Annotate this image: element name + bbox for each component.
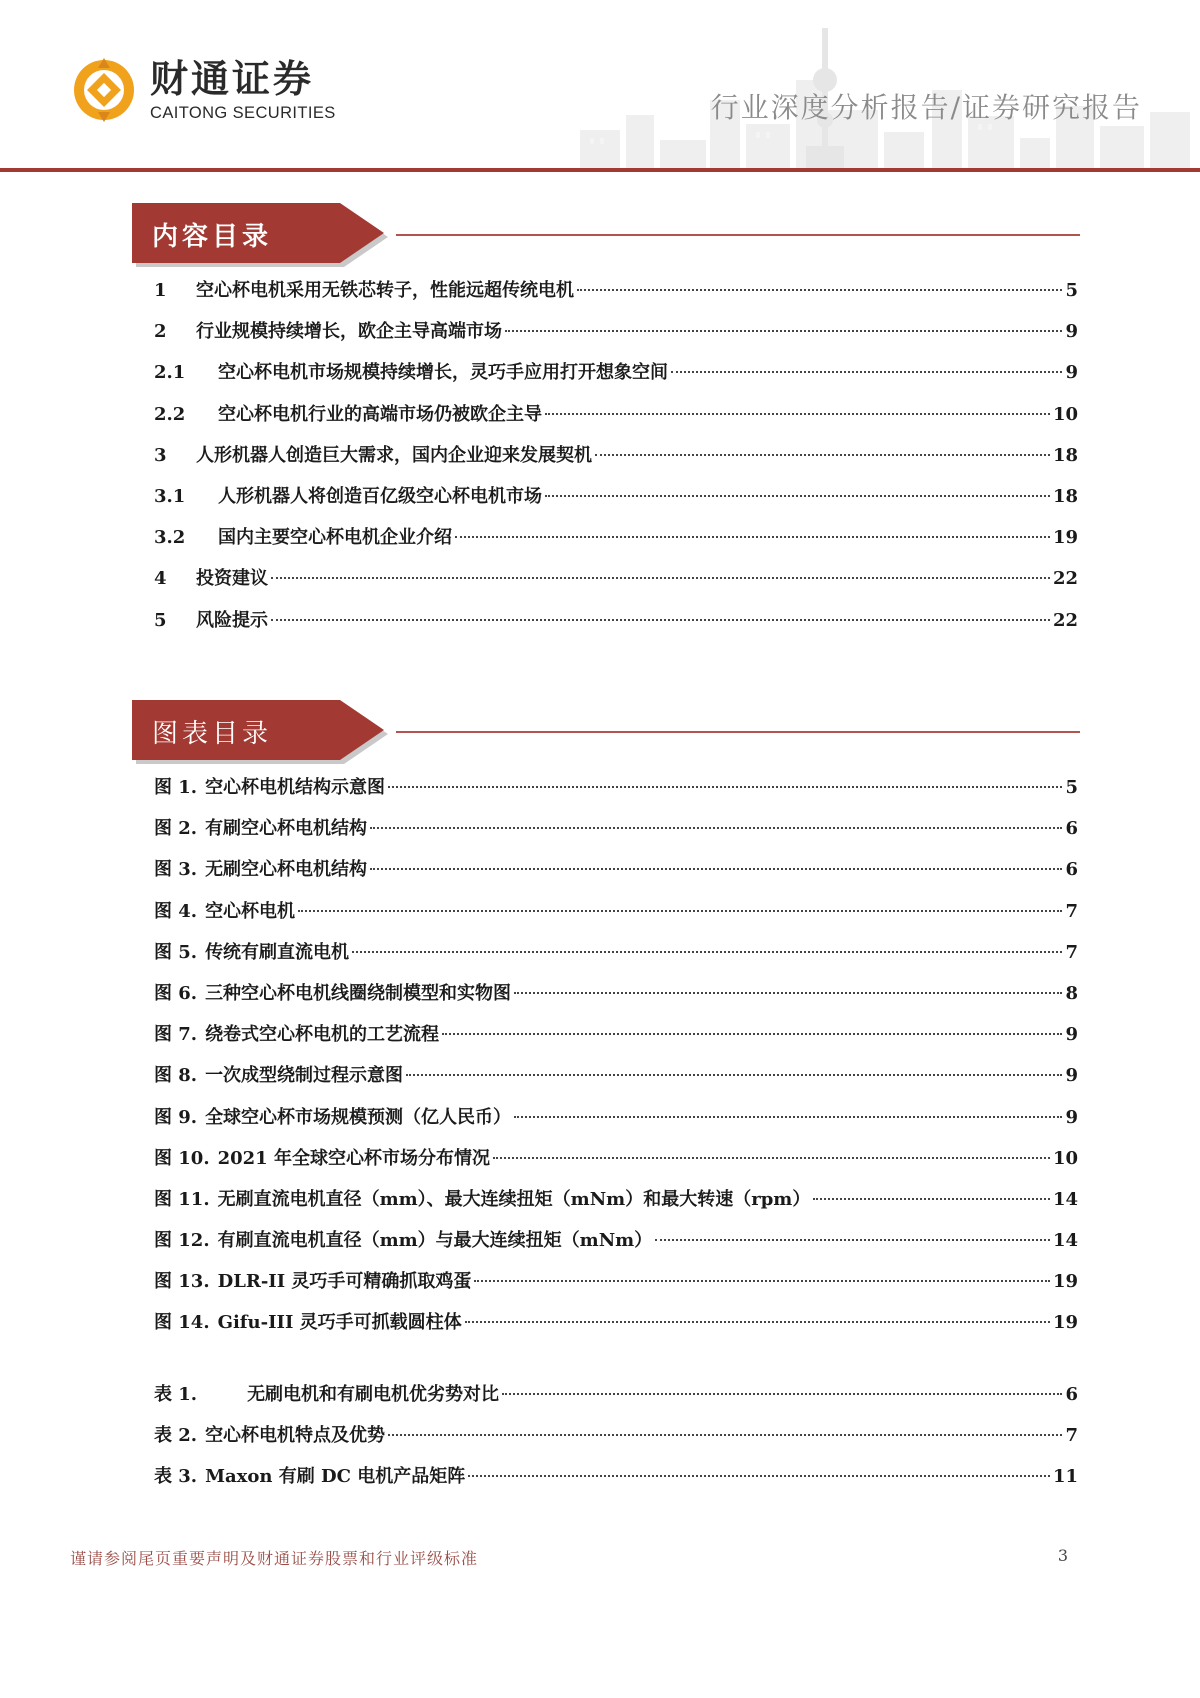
figure-entry[interactable] — [154, 1308, 1078, 1349]
figure-text: 无刷空心杯电机结构 — [205, 859, 368, 881]
figure-number: 图 5. — [154, 941, 198, 963]
table-page: 7 — [1065, 1425, 1078, 1447]
toc-number: 2.1 — [154, 362, 186, 384]
figure-page: 6 — [1065, 859, 1078, 881]
figure-number: 图 1. — [154, 777, 198, 798]
figure-text: 无刷直流电机直径（mm）、最大连续扭矩（mNm）和最大转速（rpm） — [217, 1188, 811, 1210]
figure-text: 一次成型绕制过程示意图 — [205, 1065, 404, 1087]
dot-leader — [271, 619, 1050, 621]
figure-entry[interactable] — [154, 1144, 1078, 1185]
figure-text: DLR-II 灵巧手可精确抓取鸡蛋 — [217, 1271, 472, 1293]
dot-leader — [514, 992, 1062, 994]
report-type: 行业深度分析报告/证券研究报告 — [710, 91, 1142, 124]
figure-page: 14 — [1052, 1230, 1078, 1252]
toc-text: 人形机器人创造巨大需求，国内企业迎来发展契机 — [196, 444, 592, 466]
figure-number: 图 6. — [154, 982, 198, 1004]
table-page: 11 — [1052, 1466, 1078, 1488]
toc-number: 3.2 — [154, 527, 186, 549]
disclaimer-note: 谨请参阅尾页重要声明及财通证券股票和行业评级标准 — [70, 1549, 479, 1568]
figure-text: 传统有刷直流电机 — [205, 941, 350, 963]
figure-page: 7 — [1065, 941, 1078, 963]
toc-entry[interactable] — [154, 482, 1078, 523]
toc-text: 投资建议 — [196, 568, 268, 590]
figure-text: 有刷空心杯电机结构 — [205, 818, 368, 840]
table-number: 表 1. — [154, 1384, 198, 1405]
dot-leader — [352, 951, 1062, 953]
contents-list — [154, 276, 1078, 647]
logo-chinese-name: 财通证券 — [150, 57, 315, 101]
dot-leader — [298, 910, 1062, 912]
toc-number: 2 — [154, 321, 167, 343]
toc-page: 18 — [1052, 485, 1078, 507]
toc-entry[interactable] — [154, 400, 1078, 441]
figure-entry[interactable] — [154, 1267, 1078, 1308]
dot-leader — [388, 786, 1062, 788]
figure-text: Gifu-III 灵巧手可抓载圆柱体 — [217, 1312, 462, 1334]
table-number: 表 2. — [154, 1425, 198, 1447]
figure-entry[interactable] — [154, 938, 1078, 979]
toc-page: 19 — [1052, 527, 1078, 549]
toc-page: 18 — [1052, 444, 1078, 466]
company-logo — [70, 56, 336, 124]
header-divider — [0, 168, 1200, 172]
figure-entry[interactable] — [154, 1103, 1078, 1144]
toc-number: 1 — [154, 280, 167, 301]
dot-leader — [514, 1116, 1062, 1118]
toc-entry[interactable] — [154, 358, 1078, 399]
figure-number: 图 13. — [154, 1271, 210, 1293]
dot-leader — [465, 1321, 1050, 1323]
dot-leader — [502, 1393, 1062, 1395]
figure-number: 图 14. — [154, 1312, 210, 1334]
dot-leader — [406, 1074, 1062, 1076]
dot-leader — [577, 289, 1062, 291]
toc-page: 9 — [1065, 321, 1078, 343]
dot-leader — [455, 536, 1050, 538]
toc-number: 5 — [154, 609, 167, 631]
dot-leader — [545, 495, 1050, 497]
toc-text: 空心杯电机行业的高端市场仍被欧企主导 — [218, 403, 542, 425]
figure-entry[interactable] — [154, 855, 1078, 896]
figure-page: 8 — [1065, 982, 1078, 1004]
figures-list — [154, 773, 1078, 1350]
table-entry[interactable] — [154, 1380, 1078, 1421]
toc-text: 空心杯电机市场规模持续增长，灵巧手应用打开想象空间 — [218, 362, 668, 384]
toc-entry[interactable] — [154, 564, 1078, 605]
toc-number: 3.1 — [154, 485, 186, 507]
dot-leader — [493, 1157, 1050, 1159]
toc-text: 人形机器人将创造百亿级空心杯电机市场 — [218, 485, 542, 507]
figure-text: 有刷直流电机直径（mm）与最大连续扭矩（mNm） — [217, 1230, 653, 1252]
dot-leader — [370, 868, 1062, 870]
dot-leader — [388, 1434, 1062, 1436]
table-text: 无刷电机和有刷电机优劣势对比 — [247, 1384, 500, 1405]
figure-page: 7 — [1065, 900, 1078, 922]
figures-banner — [132, 700, 1092, 766]
table-number: 表 3. — [154, 1466, 198, 1488]
figure-number: 图 11. — [154, 1188, 210, 1210]
figure-page: 9 — [1065, 1024, 1078, 1046]
dot-leader — [655, 1239, 1050, 1241]
toc-number: 4 — [154, 568, 167, 590]
figure-number: 图 3. — [154, 859, 198, 881]
figures-title: 图表目录 — [152, 719, 273, 749]
table-text: 空心杯电机特点及优势 — [205, 1425, 386, 1447]
banner-rule — [396, 731, 1080, 733]
figure-text: 2021 年全球空心杯市场分布情况 — [217, 1147, 490, 1169]
dot-leader — [545, 413, 1050, 415]
figure-number: 图 10. — [154, 1147, 210, 1169]
figure-text: 绕卷式空心杯电机的工艺流程 — [205, 1024, 440, 1046]
figure-page: 5 — [1065, 777, 1078, 798]
figure-entry[interactable] — [154, 773, 1078, 814]
banner-rule — [396, 234, 1080, 236]
figure-entry[interactable] — [154, 1226, 1078, 1267]
figure-page: 19 — [1052, 1271, 1078, 1293]
dot-leader — [671, 371, 1062, 373]
toc-page: 10 — [1052, 403, 1078, 425]
toc-number: 3 — [154, 444, 167, 466]
logo-english-name: CAITONG SECURITIES — [150, 104, 336, 122]
figure-page: 10 — [1052, 1147, 1078, 1169]
figure-page: 19 — [1052, 1312, 1078, 1334]
figure-entry[interactable] — [154, 1061, 1078, 1102]
toc-text: 空心杯电机采用无铁芯转子，性能远超传统电机 — [196, 280, 574, 301]
tables-list — [154, 1380, 1078, 1504]
figure-text: 空心杯电机结构示意图 — [205, 777, 386, 798]
dot-leader — [474, 1280, 1050, 1282]
dot-leader — [468, 1475, 1050, 1477]
page-number: 3 — [1057, 1546, 1068, 1565]
figure-page: 9 — [1065, 1065, 1078, 1087]
figure-text: 三种空心杯电机线圈绕制模型和实物图 — [205, 982, 512, 1004]
dot-leader — [813, 1198, 1050, 1200]
figure-page: 6 — [1065, 818, 1078, 840]
figure-number: 图 4. — [154, 900, 198, 922]
contents-title: 内容目录 — [152, 222, 273, 252]
toc-entry[interactable] — [154, 441, 1078, 482]
table-page: 6 — [1065, 1384, 1078, 1405]
figure-page: 14 — [1052, 1188, 1078, 1210]
caitong-logo-icon — [70, 56, 138, 124]
figure-entry[interactable] — [154, 1185, 1078, 1226]
toc-entry[interactable] — [154, 276, 1078, 317]
toc-page: 5 — [1065, 280, 1078, 301]
toc-text: 风险提示 — [196, 609, 268, 631]
contents-banner — [132, 203, 1092, 269]
dot-leader — [370, 827, 1062, 829]
dot-leader — [271, 577, 1050, 579]
toc-entry[interactable] — [154, 523, 1078, 564]
table-entry[interactable] — [154, 1462, 1078, 1503]
toc-text: 行业规模持续增长，欧企主导高端市场 — [196, 321, 502, 343]
dot-leader — [595, 454, 1050, 456]
figure-entry[interactable] — [154, 979, 1078, 1020]
table-entry[interactable] — [154, 1421, 1078, 1462]
figure-entry[interactable] — [154, 1020, 1078, 1061]
dot-leader — [505, 330, 1062, 332]
toc-page: 9 — [1065, 362, 1078, 384]
figure-entry[interactable] — [154, 897, 1078, 938]
page-header — [0, 0, 1200, 172]
figure-number: 图 8. — [154, 1065, 198, 1087]
figure-page: 9 — [1065, 1106, 1078, 1128]
figure-text: 全球空心杯市场规模预测（亿人民币） — [205, 1106, 512, 1128]
figure-number: 图 12. — [154, 1230, 210, 1252]
toc-entry[interactable] — [154, 606, 1078, 647]
figure-entry[interactable] — [154, 814, 1078, 855]
dot-leader — [442, 1033, 1062, 1035]
figure-number: 图 9. — [154, 1106, 198, 1128]
table-text: Maxon 有刷 DC 电机产品矩阵 — [205, 1466, 466, 1488]
toc-text: 国内主要空心杯电机企业介绍 — [218, 527, 452, 549]
toc-page: 22 — [1052, 609, 1078, 631]
figure-number: 图 2. — [154, 818, 198, 840]
toc-entry[interactable] — [154, 317, 1078, 358]
toc-number: 2.2 — [154, 403, 186, 425]
figure-text: 空心杯电机 — [205, 900, 296, 922]
toc-page: 22 — [1052, 568, 1078, 590]
figure-number: 图 7. — [154, 1024, 198, 1046]
